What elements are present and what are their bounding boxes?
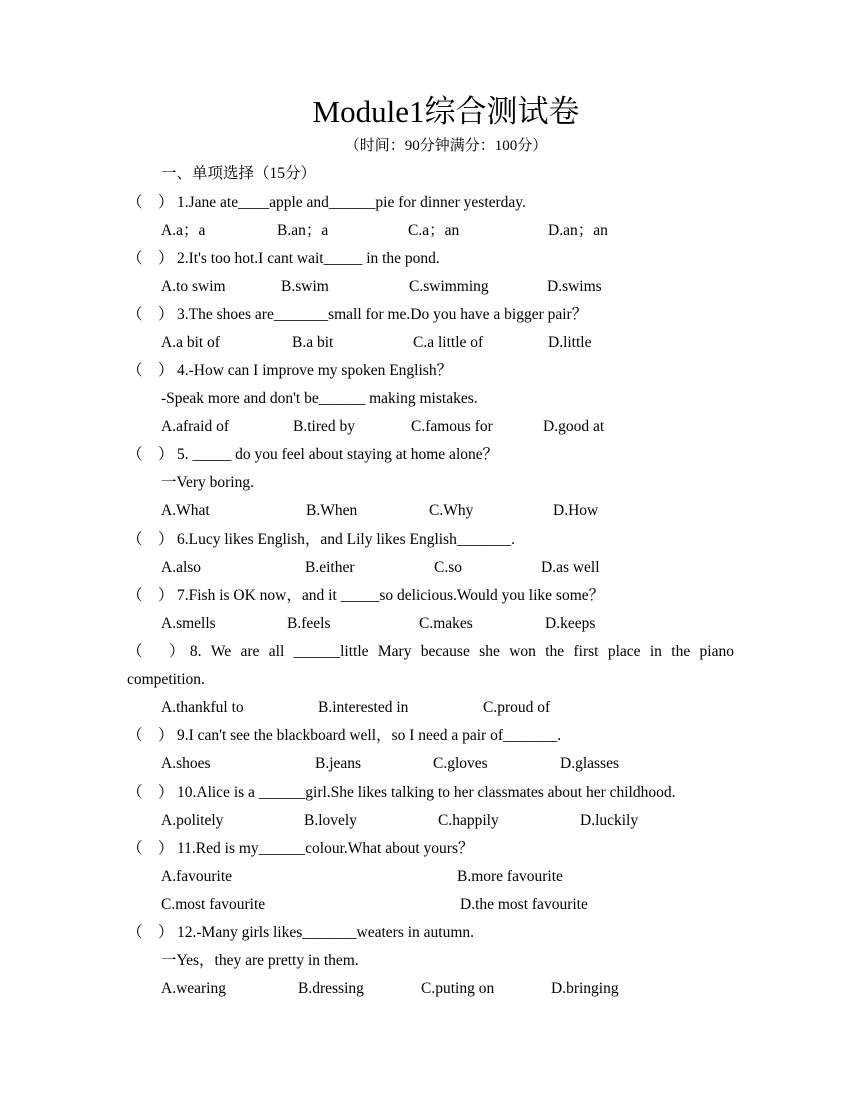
question-6 — [127, 529, 515, 551]
answer-blank: （ ） — [127, 784, 174, 801]
question-dialogue: 一Very boring. — [161, 474, 254, 491]
question-2 — [127, 248, 440, 270]
question-stem: 9.I can't see the blackboard well，so I need a pair of_______. — [177, 727, 562, 744]
option: A.shoes — [161, 755, 211, 772]
question-stem: 12.-Many girls likes_______weaters in autumn. — [177, 924, 475, 941]
answer-blank: （ ） — [127, 643, 190, 660]
option: A.thankful to — [161, 699, 244, 716]
option: B.feels — [287, 615, 331, 632]
option: B.jeans — [315, 755, 362, 772]
option: B.dressing — [298, 980, 364, 997]
option: D.glasses — [560, 755, 619, 772]
option: C.puting on — [421, 980, 495, 997]
question-stem-continued: competition. — [127, 671, 205, 688]
option: D.the most favourite — [460, 896, 588, 913]
option: C.a；an — [408, 222, 460, 239]
question-stem: 1.Jane ate____apple and______pie for dinner yesterday. — [177, 194, 526, 211]
option: A.a；a — [161, 222, 206, 239]
question-3 — [127, 304, 587, 326]
option: B.a bit — [292, 334, 334, 351]
question-stem: 5. _____ do you feel about staying at home alone？ — [177, 446, 499, 463]
option: B.either — [305, 559, 355, 576]
question-12 — [127, 922, 474, 944]
answer-blank: （ ） — [127, 840, 174, 857]
section-heading: 一、单项选择（15分） — [161, 165, 317, 182]
question-4 — [127, 360, 452, 382]
option: C.gloves — [433, 755, 488, 772]
option: C.a little of — [413, 334, 484, 351]
option: C.famous for — [411, 418, 493, 435]
option: C.happily — [438, 812, 499, 829]
option: B.more favourite — [457, 868, 563, 885]
option: C.swimming — [409, 278, 489, 295]
answer-blank: （ ） — [127, 446, 174, 463]
option: D.an；an — [548, 222, 608, 239]
option: B.swim — [281, 278, 329, 295]
option: A.to swim — [161, 278, 226, 295]
option: B.an；a — [277, 222, 329, 239]
question-stem: 6.Lucy likes English，and Lily likes English_______. — [177, 531, 515, 548]
option: C.proud of — [483, 699, 551, 716]
option: C.so — [434, 559, 462, 576]
answer-blank: （ ） — [127, 194, 174, 211]
answer-blank: （ ） — [127, 924, 174, 941]
option: A.also — [161, 559, 202, 576]
question-stem: 3.The shoes are_______small for me.Do you have a bigger pair？ — [177, 306, 588, 323]
option: A.a bit of — [161, 334, 220, 351]
question-11 — [127, 838, 473, 860]
option: D.swims — [547, 278, 602, 295]
question-8 — [127, 641, 734, 663]
question-stem: 4.-How can I improve my spoken English？ — [177, 362, 453, 379]
option: C.makes — [419, 615, 473, 632]
option: D.luckily — [580, 812, 639, 829]
option: B.When — [306, 502, 358, 519]
question-stem: 8. We are all ______little Mary because she won the first place in the piano — [189, 643, 734, 660]
option: A.wearing — [161, 980, 226, 997]
option: B.interested in — [318, 699, 409, 716]
question-stem: 11.Red is my______colour.What about yours？ — [177, 840, 474, 857]
option: A.politely — [161, 812, 224, 829]
answer-blank: （ ） — [127, 587, 174, 604]
answer-blank: （ ） — [127, 727, 174, 744]
question-9 — [127, 725, 561, 747]
answer-blank: （ ） — [127, 250, 174, 267]
option: B.tired by — [293, 418, 355, 435]
question-dialogue: -Speak more and don't be______ making mistakes. — [161, 390, 478, 407]
option: D.bringing — [551, 980, 619, 997]
question-stem: 2.It's too hot.I cant wait_____ in the pond. — [177, 250, 440, 267]
option: D.How — [553, 502, 599, 519]
option: A.afraid of — [161, 418, 229, 435]
option: D.little — [548, 334, 592, 351]
option: D.good at — [543, 418, 605, 435]
option: A.favourite — [161, 868, 233, 885]
option: D.as well — [541, 559, 600, 576]
question-stem: 7.Fish is OK now，and it _____so delicious.Would you like some？ — [177, 587, 605, 604]
option: C.Why — [429, 502, 474, 519]
exam-info: （时间：90分钟满分：100分） — [344, 138, 548, 154]
option: A.What — [161, 502, 210, 519]
question-stem: 10.Alice is a ______girl.She likes talking to her classmates about her childhood. — [177, 784, 676, 801]
answer-blank: （ ） — [127, 531, 174, 548]
answer-blank: （ ） — [127, 306, 174, 323]
answer-blank: （ ） — [127, 362, 174, 379]
question-dialogue: 一Yes，they are pretty in them. — [161, 952, 359, 969]
option: A.smells — [161, 615, 216, 632]
page-title: Module1综合测试卷 — [312, 94, 580, 129]
option: D.keeps — [545, 615, 596, 632]
option: C.most favourite — [161, 896, 266, 913]
question-7 — [127, 585, 604, 607]
question-1 — [127, 192, 526, 214]
question-5 — [127, 444, 498, 466]
option: B.lovely — [304, 812, 357, 829]
question-10 — [127, 782, 675, 804]
